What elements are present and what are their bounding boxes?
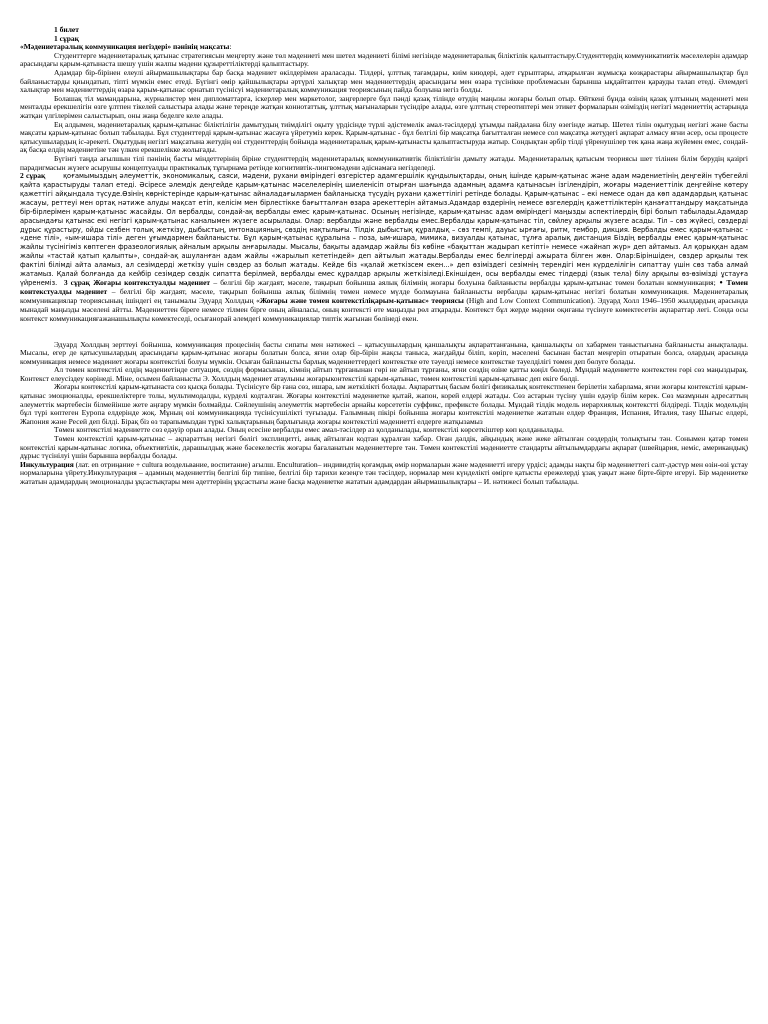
q3-paragraph-4: Төмен контекстілі мәдениетте сөз едәуір орын алады. Оның есесіне вербалды емес амал-тәсілдер аз қолданылады, контекстілі көрсеткіштер көп қолданылады. xyxy=(54,425,564,435)
question-1-title: «Мәдениетаралық коммуникация негіздері» пәнінің мақсаты xyxy=(20,42,230,52)
section-gap xyxy=(20,324,748,341)
q1-paragraph-3: Болашақ тіл мамандарына, журналистер мен дипломаттарға, іскерлер мен маркетолог, заңгерлерге бұл пәнді қазақ тілінде өтудің маңызы жоғары болып отыр. Өйткені бұнда өзінің қазақ ұлтының мәдениеті мен менталды ерекшелігін өзге ұлтпен тікелей салыстыра алады және тереңде жатқан коннотаттық, ұлттық мағыналарын түсіндіре алады, өзге ұлттың стереотиптері мен этикет формаларын өзіміздің негізгі мәдениеттің астарында жатқан үлгілерімен салыстырып, оны жаңа беделге келе алады. xyxy=(20,93,748,120)
question-2-number: 2 сұрақ xyxy=(20,171,46,181)
inculturation-term: Инкультурация xyxy=(20,459,74,469)
theory-name: Жоғары және төмен контекстіліқарым-қатынас» теориясы xyxy=(259,295,464,305)
ticket-number: 1 билет xyxy=(54,25,79,34)
q3-paragraph-2: Ал төмен контекстілі елдің мәдениетінде ситуация, сөздің формасынан, кімнің айтып тұрғанынан гөрі не айтып тұрғаны, яғни сөздің өзіне қатты көңіл бөледі. Мұндай мәдениетте контекстен гөрі сөз маңыздырақ. Контекст елеусіздеу көрінеді. Міне, осымен байланысты Э. Холлдың мәдениет атаулыны жоғарыконтекстілі қарым-қатынас, төмен контекстілі қарым-қатынас деп екіге бөлді. xyxy=(20,365,748,383)
q1-paragraph-1: Студенттерге мәдениетаралық қатынас стратегиясын меңгерту және төл мәдениеті мен шетел мәдениеті білімі негізінде мәдениетаралық біліктілік қалыптастыру.Студенттердің коммуникативтік мәселелерін адамдар арасындағы қарым-қатынаста шешу үшін жалпы мәдени құзыреттіліктерді қалыптастыру. xyxy=(20,50,748,69)
q3-paragraph-1: Эдуард Холлдың зерттеуі бойынша, коммуникация процесінің басты сипаты мен нәтижесі – қатысушылардың қаншалықты ақпараттанғанына, қаншалықты ол хабармен таныстығына байланысты анықталады. Мысалы, егер де қатысушылардың арасындағы қарым-қатынас жоғары болатын болса, яғни олар бір-бірін жақсы таныса, жағдайды біліп, көріп, мәселені басынан бастап меңгеріп отыратын болса, олардың арасында коммуникация немесе мәдениет жоғары контекстілі болуы мүмкін. Осыған байланысты барлық мәдениеттердегі контекстке өте тәуелді немесе контекстке тәуелділігі төмен деп бөлуге болады. xyxy=(20,339,748,366)
q3-paragraph-5: Төмен контекстілі қарым-қатынас – ақпараттың негізгі бөлігі эксплицитті, анық айтылған кодтан құралған хабар. Оған дәлдік, айқындық және жеке айтылған сөздердің толықтығы тән. Сонымен қатар төмен контекстілі қарым-қатынас логика, объективтілік, дарашылдық және бәсекелестік жоғары бағаланатын мәдениеттерге тән. Төмен контекстілі мәдениетте стандарты айтылымдардағы ақпарат (швейцария, неміс, американдық) дұрыс түсінілуі үшін барынша вербалды болады. xyxy=(20,434,748,461)
inculturation-definition: (лат. en отриңание + cultura воздельвание, воспитание) ағылш. Enculturation– индивидтің қоғамдық өмір нормаларын және мәдениетті игеру үрдісі; адамды нақты бір мәдениеттегі салт-дәстүр мен өзін-өзі ұстау нормаларына үйрету.Инкультурация – адамның мәдениеттің белгілі бір типіне, белгілі бір тарихи кезеңге тән тәсілдер, нормалар мен күнделікті өмірге қатысты ережелерді ұзақ уақыт және бірте-бірте игеруі. Бір мәдениетке жататын адамдардың эмоционалды ұқсастықтары мен әдеттерінің ұқсастығы және басқа мәдениетке жататын адамдардан айырмашылықтары – И. нәтижесі болып табылады. xyxy=(20,459,748,486)
question-1-colon: : xyxy=(229,42,232,52)
q1-paragraph-5: Бүгінгі таңда ағылшын тілі пәнінің басты міндеттерінің біріне студенттердің мәдениетаралық коммуникативтік біліктілігін дамыту жатады. Мәдениетаралық қатысым теориясы шет тілінен білім берудің қазіргі парадигмасын жүзеге асырушы концептуалды практикалық тұғырнама ретінде когнитивтік-лингвомәдени әдіснамаға негізделеді. xyxy=(20,153,748,172)
low-context-label: Төмен контекстуалды мәдениет xyxy=(20,277,748,296)
theory-description: (High and Low Context Communication). Эдуард Холл 1946–1950 жылдардың арасында мынадай маңызды мәселені айтты. Мәдениеттен біреге немесе тілмен бірге оның айналасы, оның контексті өте маңызды рөл атқарады. Контекст бұл жерде мәдени оқиғаны түсінуге көмектесетін ақпараттар легі. Сонда осы контекст коммуникацияғажанашылықты көмектеседі, осығанорай әлемдегі коммуникациялар типтік жағынан бөлінеді екен. xyxy=(20,295,748,323)
q2-paragraph xyxy=(20,172,748,323)
q1-paragraph-2: Адамдар бір-бірінен елеулі айырмашылықтары бар басқа мәдениет өкілдерімен араласады. Тілдері, ұлттық тағамдары, киім киюдері, әдет ғұрыптары, атқарылған жұмысқа көзқарастары айырмашылықтар бұл байланыстарды қиындатып, тіпті мүмкін емес етеді. Бүгінгі өмір қайшылықтары әртүрлі халықтар мен мәдениеттердің арасындағы мен өзара түсінікке проблемасын барынша ықдайтаптен қарауды талап етеді. Әлемдегі халықтар мен мәдениеттердің өзара қарым-қатынас орнатып түсінісуі мәдениетаралық коммуникация теориясының пайда болуына негіз болды. xyxy=(20,67,748,95)
low-context-definition: – белгілі бір жағдаят, мәселе, тақырып бойынша аялық білімнің төмен немесе мүлде болмауына байланысты вербалды қарым-қатынас негізгі болатын коммуникация. Мәдениетаралық коммуникациялар теориясының ішіндегі ең танымалы Эдуард Холлдың « xyxy=(20,286,748,305)
q3-paragraph-3: Жоғары контекстілі қарым-қатынаста сөз қысқа болады. Түсінісуге бір ғана сөз, ишара, ым жеткілікті болады. Ақпараттың басым бөлігі физикалық контекстпенен берілетін хабарлама, яғни жоғары контекстілі қарым-қатынас эмоционалды, ерекшеліктерге толы, мультимодалды, күрделі кодталған. Жоғары контекстілі мәдениетке қытай, жапон, корей елдері жатады. Сөз астарын түсіну үшін едәуір білім керек. Сөз мазмұнын адресаттың әлеуметтік мәртебесін білмейінше жете аңғару мүмкін болмайды. Сөйлеушінің әлеуметтік мәртебесін арнайы көрсететін суффикс, префиксте болады. Мұндай тілдік модель иерархиялық контекстті білдіреді. Тілдік модельдің бұл түрі көптеген Еуропа елдерінде жоқ. Мұның өзі коммуникацияда түсінісушілікті туғызады. Ғалымның пікірі бойынша жоғары контекстілі мәдениетке жататын елдер Франция, Испания, Италия, таяу Шығыс елдері, Жапония және Ресей деп білді. Бірақ біз өз тарапымыздан түркі халықтарының барлығында жоғары контекстілі мәдениетті елдерге жатқызамыз xyxy=(20,382,748,426)
high-context-label: Жоғары контекстуалды мәдениет xyxy=(93,277,211,287)
question-3-number: 3 сұрақ xyxy=(63,277,90,287)
high-context-definition: – белгілі бір жағдаят, мәселе, тақырып бойынша аялық білімнің жоғары болуына байланысты вербалды қарым-қатынас төмен болатын коммуникация; xyxy=(213,277,716,287)
q2-text: қоғамымыздың әлеуметтік, экономикалық, саяси, мәдени, рухани өміріндегі өзгерістер адамгершілік құндылықтарды, оның ішінде қарым-қатынас және адам мәдениетінің деңгейін түбегейлі қайта қарастыруды талап етеді. Әсіресе әлемдік деңгейде қарым-қатынас мәселелерінің шиеленісіп отырған шағында адамның адамға қатынасын ізгілендіріп, жоғары мәдениеттілік деңгейіне көтеру қажеттігі айқындала түсуде.Өзінің көрністерінде қарым-қатынас айналадағылармен байланысқа түсудің рухани қажеттілігі ретінде болады. Қарым-қатынас – екі немесе одан да көп адамдардың қатынас жасауы, реттеуі мен ортақ нәтиже алуды мақсат етіп, келісім мен бірлестікке бағытталған өзара әрекеттерін айтамыз.Адамдар өздерінің немесе өзгелердің қажеттіліктерін қанағаттандыру мақсатында бір-бірлерімен қарым-қатынас жасайды. Ол вербалды, сондай-ақ вербалды емес қарым-қатынас. Осының негізінде, қарым-қатынас адам өміріндегі маңызды аспектілердің бірі болып табылады.Адамдар арасындағы қатынас екі негізгі қарым-қатынас каналымен жүзеге асырылады. Олар: вербалды және вербалды емес.Вербалды қарым-қатынас тіл, сөйлеу арқылы жүзеге асады. Тіл – сөз жүйесі, сөздерді дұрыс құрастыру, ойды сезбен толық жеткізу, дыбыстың, интонацияның, сөздің нақтылығы. Тілдік дыбыстық құралдық – сөз темпі, дауыс ырғағы, ритм, тембор, дикция. Вербалды емес қарым-қатынас - «дене тілі», «ым-ишара тілі» деген ұғымдармен байланысты. Бұл қарым-қатынас құралына – поза, ым-ишара, мимика, визуалды қатынас, тұлға аралық дистанция Біздің вербалды емес қарым-қатынас жайлы түсінігіміз көптеген фразеологиялық айналым арқылы анғарылады. Мысалы, бақыты адамдар жайлы біз көбіне «бақыттан жадырап кетіпті» немесе «жайнап жүр» деп айтамыз. Ал қорыққан адам жайлы «тастай қатып қалыпты», сондай-ақ ашуланған адам жайлы «жарылып кететіндей» деп айтылып жатады.Вербалды емес белгілерді ажырата білген жөн. Олар:Біріншіден, сөздер арқылы тек фактілі білімді айта аламыз, ал сезімдерді жеткізу үшін сөздер аз болып жатады. Кейде біз «қалай жеткізсем екен...» деп өзіміздегі сезімнің терендігі мен күрделілігін сипаттау үшін сөз таба алмай жатамыз. Қалай болғанда да кейбір сезімдер сөздік сипатта берілмей, вербалды емес құралдар арқылы жеткізіледі.Екіншіден, осы вербалды емес тілдерді (язык тела) білу арқылы өз-өзімізді ұстауға үйренеміз. xyxy=(20,172,749,287)
question-1-number: 1 сұрақ xyxy=(54,33,79,43)
inculturation-paragraph xyxy=(20,461,748,487)
q1-paragraph-4: Ең алдымен, мәдениетаралық қарым-қатынас біліктілігін дамытудың тиімділігі оқыту үрдісінде түрлі әдістемелік амал-тәсілдерді ұтымды пайдалана білу өзегінде жатыр. Шетел тілін оқытудың негізгі және басты мақсаты қарым-қатынас болып табылады. Бұл студенттерді қарым-қатынас жасауға үйретуміз керек. Қарым-қатынас - бұл белгілі бір мақсатқа бағытталған немесе сол мақсатқа жетудегі ақпарат алмасу яғни әсер, осы процесте қатысушылардың іс-әрекеті. Оқытудың негізгі мақсатына жетудің өзі студенттердің бойында мәдениетаралық қарым-қатынасты қалыптастыруда жатыр. Сондықтан әрбір тілді үйренушілер тек қана жаңа жүйемен емес, сондай-ақ басқа елдің мәдениетіне тән үлкен ерекшелікке жолығады. xyxy=(20,119,748,155)
bullet-marker: • xyxy=(718,278,724,287)
document-page xyxy=(20,26,748,487)
